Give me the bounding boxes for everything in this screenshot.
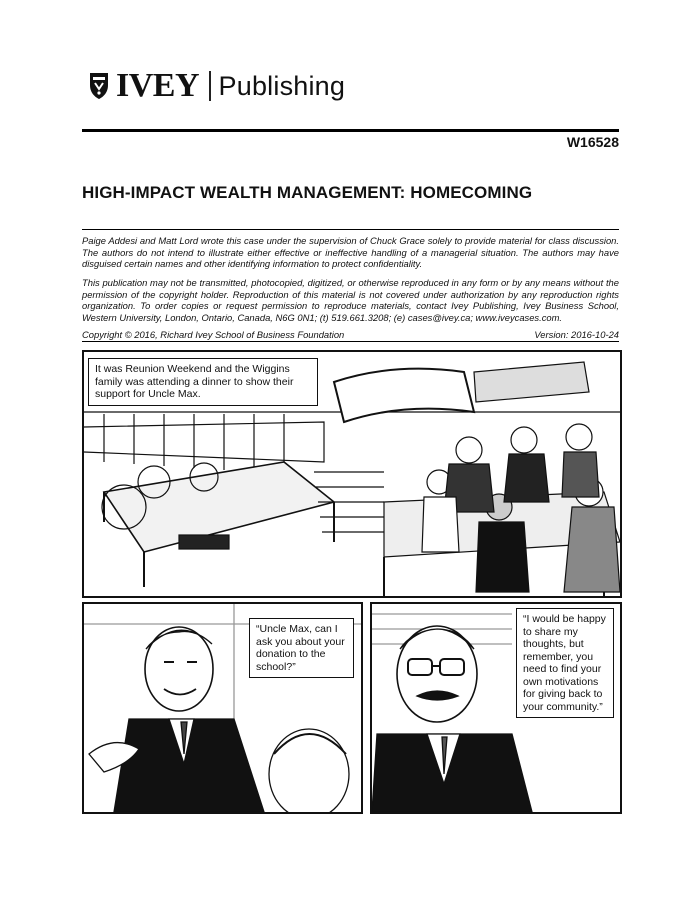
comic-panel-nephew bbox=[82, 602, 363, 814]
logo-divider bbox=[209, 71, 211, 101]
comic-panel-uncle-max bbox=[370, 602, 622, 814]
case-title: HIGH-IMPACT WEALTH MANAGEMENT: HOMECOMING bbox=[82, 183, 533, 202]
copyright-line bbox=[82, 329, 619, 340]
brand-name: IVEY bbox=[116, 67, 200, 104]
header-rule bbox=[82, 129, 619, 132]
publisher-name: Publishing bbox=[218, 71, 346, 101]
authors-note: Paige Addesi and Matt Lord wrote this case under the supervision of Chuck Grace solely to provide material for class discussion. The authors do not intend to illustrate either effective or ineffective handling of a managerial situation. The authors may have disguised certain names and other identifying information to protect confidentiality. bbox=[82, 235, 619, 270]
version-text: Version: 2016-10-24 bbox=[534, 329, 619, 340]
narration-caption: It was Reunion Weekend and the Wiggins family was attending a dinner to show their support for Uncle Max. bbox=[88, 358, 318, 406]
ivey-shield-icon bbox=[88, 71, 110, 101]
title-rule bbox=[82, 229, 619, 230]
nephew-speech-bubble: “Uncle Max, can I ask you about your donation to the school?” bbox=[249, 618, 354, 678]
comic-panel-dinner bbox=[82, 350, 622, 598]
case-code: W16528 bbox=[566, 134, 619, 150]
ivey-publishing-logo bbox=[88, 66, 345, 106]
uncle-max-speech-bubble: “I would be happy to share my thoughts, but remember, you need to find your own motivations for giving back to your community.” bbox=[516, 608, 614, 718]
copyright-notice: This publication may not be transmitted, photocopied, digitized, or otherwise reproduced in any form or by any means without the permission of the copyright holder. Reproduction of this material is not covered under authorization by any reproduction rights organization. To order copies or request permission to reproduce materials, contact Ivey Publishing, Ivey Business School, Western University, London, Ontario, Canada, N6G 0N1; (t) 519.661.3208; (e) cases@ivey.ca; www.iveycases.com. bbox=[82, 277, 619, 323]
meta-rule bbox=[82, 341, 619, 342]
copyright-text: Copyright © 2016, Richard Ivey School of Business Foundation bbox=[82, 329, 345, 340]
